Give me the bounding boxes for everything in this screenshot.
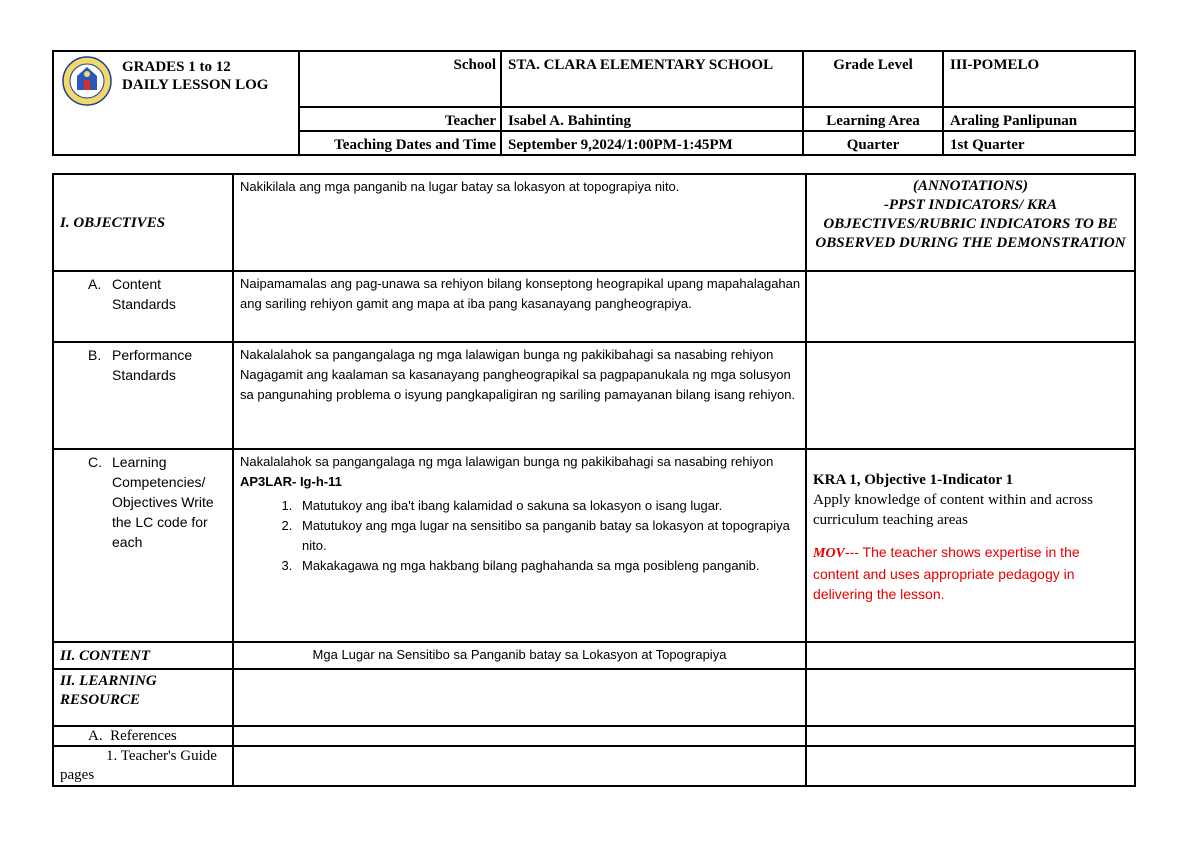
content-standards-text: Naipamamalas ang pag-unawa sa rehiyon bilang konseptong heograpikal upang mapahalagahan ang sariling rehiyon gamit ang mapa at iba pang kasanayang pangheograpiya. (233, 271, 806, 342)
content-standards-row (53, 271, 1135, 342)
school-value: STA. CLARA ELEMENTARY SCHOOL (501, 51, 803, 107)
mov-description: --- The teacher shows expertise in the content and uses appropriate pedagogy in delivering the lesson. (813, 544, 1080, 602)
learning-resource-text (233, 669, 806, 726)
performance-standards-text-1: Nakalalahok sa pangangalaga ng mga lalawigan bunga ng pakikibahagi sa nasabing rehiyon (240, 347, 774, 362)
learning-competencies-label (53, 449, 233, 642)
competency-objectives-list (240, 496, 801, 576)
lesson-log-table (52, 173, 1136, 787)
references-text (233, 726, 806, 746)
content-standards-title: Content Standards (112, 276, 176, 312)
content-row (53, 642, 1135, 669)
grade-level-value: III-POMELO (943, 51, 1135, 107)
lc-code: AP3LAR- Ig-h-11 (240, 474, 342, 489)
list-item: 3. Makakagawa ng mga hakbang bilang paghahanda sa mga posibleng panganib. (296, 556, 801, 576)
teachers-guide-label: 1. Teacher's Guide pages (53, 746, 233, 786)
content-text: Mga Lugar na Sensitibo sa Panganib batay sa Lokasyon at Topograpiya (233, 642, 806, 669)
content-annotation (806, 642, 1135, 669)
teachers-guide-text (233, 746, 806, 786)
list-item: 2. Matutukoy ang mga lugar na sensitibo sa panganib batay sa lokasyon at topograpiya nito. (296, 516, 801, 556)
performance-standards-row (53, 342, 1135, 449)
learning-competencies-title: Learning Competencies/ Objectives Write the LC code for each (112, 454, 214, 550)
quarter-label: Quarter (803, 131, 943, 155)
performance-standards-title: Performance Standards (112, 347, 193, 383)
header-table (52, 50, 1136, 156)
learning-area-value: Araling Panlipunan (943, 107, 1135, 131)
content-standards-prefix: A. (88, 276, 102, 292)
school-label: School (299, 51, 501, 107)
learning-resource-row (53, 669, 1135, 726)
title-line-1: GRADES 1 to 12 (122, 59, 231, 75)
learning-competencies-text (233, 449, 806, 642)
kra-text: Apply knowledge of content within and across curriculum teaching areas (813, 492, 1093, 528)
learning-resource-annotation (806, 669, 1135, 726)
header-logo-cell (53, 51, 299, 155)
performance-standards-prefix: B. (88, 347, 102, 363)
performance-standards-text (233, 342, 806, 449)
annotations-header: (ANNOTATIONS) -PPST INDICATORS/ KRA OBJECTIVES/RUBRIC INDICATORS TO BE OBSERVED DURING THE DEMONSTRATION (806, 174, 1135, 271)
learning-area-label: Learning Area (803, 107, 943, 131)
content-standards-annotation (806, 271, 1135, 342)
deped-seal-icon (62, 56, 112, 106)
references-annotation (806, 726, 1135, 746)
competency-statement: Nakalalahok sa pangangalaga ng mga lalawigan bunga ng pakikibahagi sa nasabing rehiyon (240, 454, 774, 469)
references-label: A. References (53, 726, 233, 746)
mov-text (813, 542, 1128, 604)
teachers-guide-row (53, 746, 1135, 786)
grade-level-label: Grade Level (803, 51, 943, 107)
learning-resource-label: II. LEARNING RESOURCE (53, 669, 233, 726)
teaching-dates-value: September 9,2024/1:00PM-1:45PM (501, 131, 803, 155)
content-standards-label (53, 271, 233, 342)
references-row (53, 726, 1135, 746)
teacher-value: Isabel A. Bahinting (501, 107, 803, 131)
teaching-dates-label: Teaching Dates and Time (299, 131, 501, 155)
learning-competencies-row (53, 449, 1135, 642)
title-line-2: DAILY LESSON LOG (122, 77, 269, 93)
teacher-label: Teacher (299, 107, 501, 131)
performance-standards-text-2: Nagagamit ang kaalaman sa kasanayang pangheograpikal sa pagpapanukala ng mga solusyon sa pangunahing problema o isyung pangkapaligiran ng sariling pamayanan bilang isang rehiyon. (240, 367, 796, 402)
objectives-text: Nakikilala ang mga panganib na lugar batay sa lokasyon at topograpiya nito. (233, 174, 806, 271)
header-title (122, 58, 268, 94)
kra-title: KRA 1, Objective 1-Indicator 1 (813, 472, 1014, 488)
objectives-label: I. OBJECTIVES (53, 174, 233, 271)
teachers-guide-annotation (806, 746, 1135, 786)
kra-annotation (806, 449, 1135, 642)
list-item: 1. Matutukoy ang iba't ibang kalamidad o sakuna sa lokasyon o isang lugar. (296, 496, 801, 516)
objectives-row (53, 174, 1135, 271)
mov-label: MOV (813, 546, 845, 561)
performance-standards-label (53, 342, 233, 449)
learning-competencies-prefix: C. (88, 454, 102, 470)
performance-standards-annotation (806, 342, 1135, 449)
content-label: II. CONTENT (53, 642, 233, 669)
quarter-value: 1st Quarter (943, 131, 1135, 155)
